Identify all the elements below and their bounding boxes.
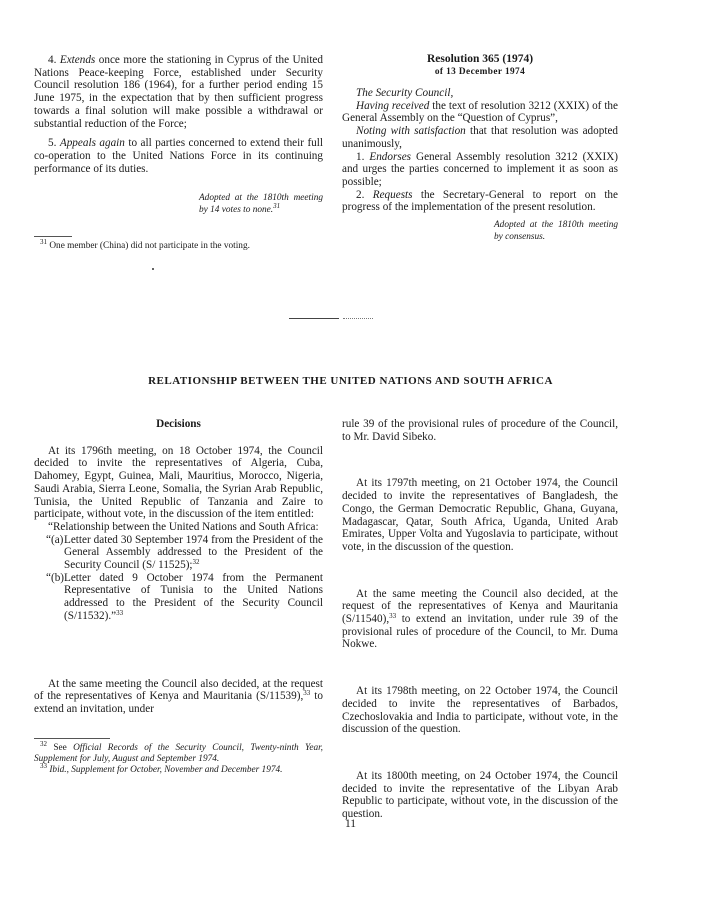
operative-2: 2. Requests the Secretary-General to report on the progress of the implementation of the present resolution. bbox=[342, 188, 618, 214]
decision-kenya-mauritania-1: At the same meeting the Council also decided, at the request of the representatives of Kenya and Mauritania (S/11539),$^{33}$ to extend an invitation, under bbox=[34, 677, 323, 715]
footnote-rule bbox=[34, 236, 72, 237]
bottom-right-column bbox=[342, 418, 618, 821]
decision-1797: At its 1797th meeting, on 21 October 1974, the Council decided to invite the representatives of Bangladesh, the Congo, the German Democratic Republic, Ghana, Guyana, Madagascar, Qatar, South Africa, Uganda, United Arab Emirates, Upper Volta and Yugoslavia to participate, without vote, in the discussion of the question. bbox=[342, 477, 618, 553]
decisions-heading: Decisions bbox=[156, 418, 201, 430]
top-left-column bbox=[34, 54, 323, 253]
bottom-left-column bbox=[34, 418, 323, 776]
paragraph-4: 4. Extends once more the stationing in Cyprus of the United Nations Peace-keeping Force, established under Security Council resolution 186 (1964), for a further period ending 15 June 1975, in the expectation that by then sufficient progress towards a final solution will make possible a withdrawal or substantial reduction of the Force; bbox=[34, 54, 323, 130]
preamble-noting: Noting with satisfaction that that resolution was adopted unanimously, bbox=[342, 125, 619, 150]
resolution-date: of 13 December 1974 bbox=[434, 67, 526, 77]
resolution-opening: The Security Council, bbox=[356, 87, 454, 99]
item-title: “Relationship between the United Nations and South Africa: bbox=[48, 520, 319, 533]
stray-dot bbox=[152, 268, 154, 270]
decision-kenya-mauritania-2: At the same meeting the Council also decided, at the request of the representatives of Kenya and Mauritania (S/11540),$^{33}$ to extend an invitation, under rule 39 of the provisional rules of procedure of the Council, to Mr. Duma Nokwe. bbox=[342, 587, 618, 651]
agenda-item-b: “(b) Letter dated 9 October 1974 from the Permanent Representative of Tunisia to the United Nations addressed to the President of the Security Council (S/11532).”$^{33}$ bbox=[46, 571, 323, 622]
resolution-title: Resolution 365 (1974) bbox=[426, 53, 534, 65]
decision-1796: At its 1796th meeting, on 18 October 1974, the Council decided to invite the representatives of Algeria, Cuba, Dahomey, Egypt, Guinea, Mali, Mauritius, Morocco, Nigeria, Saudi Arabia, Sierra Leone, Somalia, the Syrian Arab Republic, Tunisia, the United Republic of Tanzania and Zaire to participate, without vote, in the discussion of the item entitled: bbox=[34, 444, 323, 521]
footnote-rule-2 bbox=[34, 738, 110, 739]
rule-39-continuation: rule 39 of the provisional rules of procedure of the Council, to Mr. David Sibeko. bbox=[342, 418, 618, 443]
adoption-note-left: Adopted at the 1810th meeting by 14 votes to none.$^{31}$ bbox=[199, 193, 323, 215]
section-divider bbox=[289, 318, 373, 320]
top-right-column bbox=[342, 52, 618, 243]
agenda-item-a: “(a) Letter dated 30 September 1974 from the President of the General Assembly addressed to the President of the Security Council (S/ 11525);$^{32}$ bbox=[46, 533, 323, 572]
footnote-33: $^{33}$ Ibid., Supplement for October, November and December 1974. bbox=[40, 762, 283, 776]
paragraph-5: 5. Appeals again to all parties concerned to extend their full co-operation to the United Nations Force in its continuing performance of its duties. bbox=[34, 137, 323, 175]
decision-1798: At its 1798th meeting, on 22 October 1974, the Council decided to invite the representatives of Barbados, Czechoslovakia and India to participate, without vote, in the discussion of the question. bbox=[342, 685, 618, 736]
adoption-note-right: Adopted at the 1810th meeting by consensus. bbox=[494, 220, 618, 242]
operative-1: 1. Endorses General Assembly resolution 3212 (XXIX) and urges the parties concerned to implement it as soon as possible; bbox=[342, 150, 618, 188]
preamble-having-received: Having received the text of resolution 3212 (XXIX) of the General Assembly on the “Question of Cyprus”, bbox=[342, 99, 618, 125]
page-number: 11 bbox=[344, 818, 357, 830]
footnote-31: $^{31}$ One member (China) did not participate in the voting. bbox=[40, 238, 250, 252]
footnote-32: $^{32}$ See Official Records of the Security Council, Twenty-ninth Year, Supplement for July, August and September 1974. bbox=[34, 739, 324, 764]
section-heading: RELATIONSHIP BETWEEN THE UNITED NATIONS AND SOUTH AFRICA bbox=[148, 375, 553, 387]
decision-1800: At its 1800th meeting, on 24 October 1974, the Council decided to invite the representative of the Libyan Arab Republic to participate, without vote, in the discussion of the question. bbox=[342, 769, 618, 821]
